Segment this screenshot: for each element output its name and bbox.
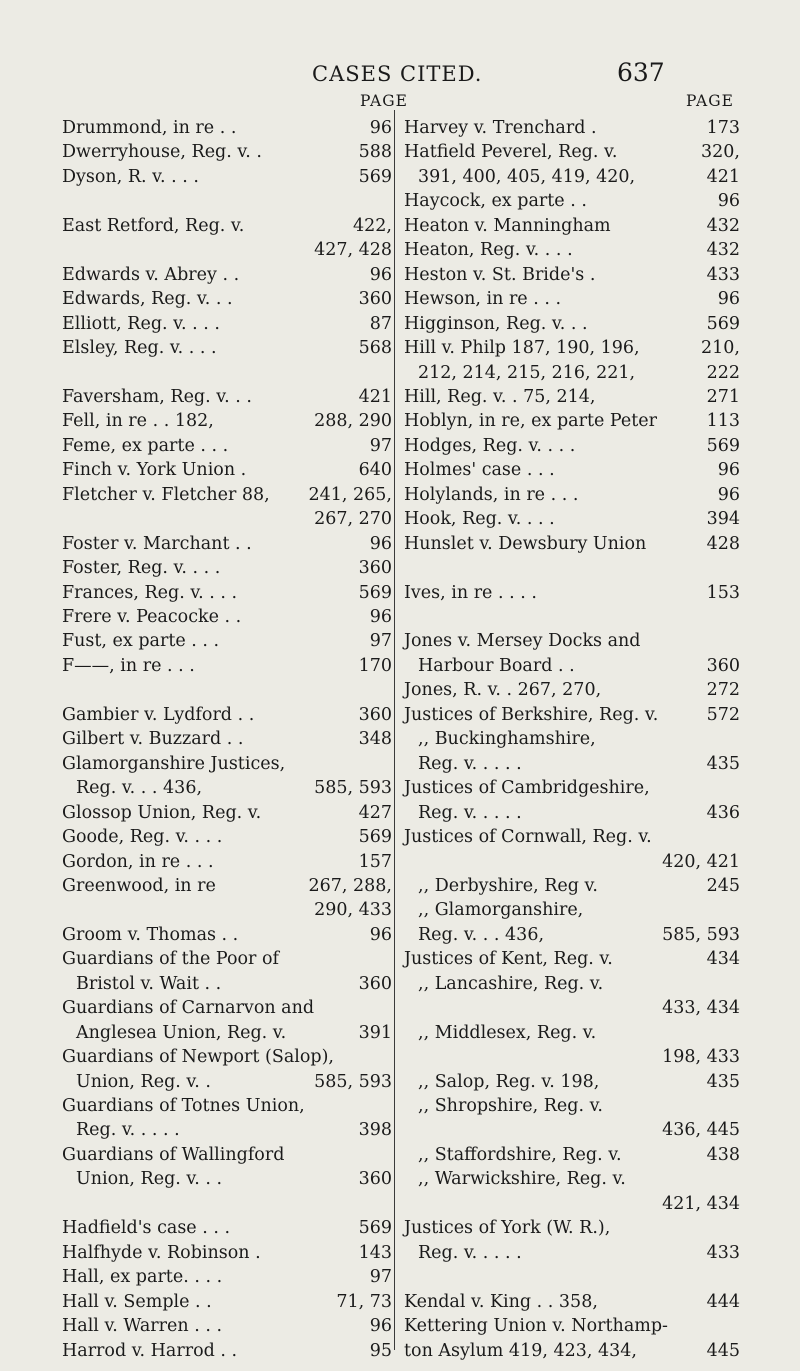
entry-text: Heaton, Reg. v. . . .	[404, 240, 573, 261]
index-entry	[404, 899, 740, 921]
page-number: 637	[617, 58, 665, 87]
index-entry	[62, 288, 392, 310]
index-entry	[404, 582, 740, 604]
index-entry	[404, 826, 740, 848]
entry-text: Frances, Reg. v. . . .	[62, 582, 238, 603]
entry-text: Finch v. York Union .	[62, 460, 247, 481]
index-entry	[62, 973, 392, 995]
entry-text: Hoblyn, in re, ex parte Peter	[404, 411, 657, 432]
index-entry	[404, 166, 740, 188]
entry-text: Hall, ex parte. . . .	[62, 1267, 223, 1288]
entry-page: 569	[706, 313, 740, 334]
entry-page: 394	[706, 509, 740, 530]
entry-text: Holylands, in re . . .	[404, 484, 579, 505]
index-entry	[404, 1071, 740, 1093]
entry-page: 290, 433	[314, 900, 392, 921]
index-entry	[62, 410, 392, 432]
entry-text: Haycock, ex parte . .	[404, 191, 587, 212]
entry-page: 271	[706, 386, 740, 407]
entry-text: Hatfield Peverel, Reg. v.	[404, 142, 618, 163]
index-entry	[62, 1071, 392, 1093]
index-entry	[404, 875, 740, 897]
entry-page: 96	[369, 533, 392, 554]
entry-page: 95	[369, 1340, 392, 1361]
index-entry	[404, 1095, 740, 1117]
entry-text: Guardians of Wallingford	[62, 1144, 285, 1165]
index-entry	[62, 362, 392, 384]
entry-text: Groom v. Thomas . .	[62, 924, 239, 945]
entry-text: Anglesea Union, Reg. v.	[76, 1022, 287, 1043]
index-entry	[404, 948, 740, 970]
entry-text: Dwerryhouse, Reg. v. .	[62, 142, 262, 163]
left-page-label: PAGE	[360, 92, 408, 110]
index-entry	[404, 728, 740, 750]
index-entry	[62, 997, 392, 1019]
entry-text: ,, Warwickshire, Reg. v.	[418, 1169, 626, 1190]
entry-page: 569	[358, 827, 392, 848]
index-entry	[62, 1046, 392, 1068]
entry-text: Bristol v. Wait . .	[76, 973, 222, 994]
index-entry	[404, 313, 740, 335]
entry-text: Justices of Cambridgeshire,	[404, 778, 650, 799]
entry-page: 436	[706, 802, 740, 823]
entry-page: 420, 421	[662, 851, 740, 872]
entry-text: ,, Middlesex, Reg. v.	[418, 1022, 597, 1043]
entry-page: 432	[706, 240, 740, 261]
index-entry	[404, 508, 740, 530]
entry-page: 96	[369, 118, 392, 138]
entry-text: Fletcher v. Fletcher 88,	[62, 484, 270, 505]
index-entry	[62, 1022, 392, 1044]
entry-text: Justices of Cornwall, Reg. v.	[404, 827, 652, 848]
index-entry	[62, 1193, 392, 1215]
index-entry	[62, 1119, 392, 1141]
index-entry	[404, 1144, 740, 1166]
entry-text: ,, Shropshire, Reg. v.	[418, 1096, 603, 1116]
index-entry	[404, 435, 740, 457]
index-entry	[62, 313, 392, 335]
entry-text: Hadfield's case . . .	[62, 1218, 231, 1239]
index-entry	[62, 875, 392, 897]
entry-page: 96	[717, 289, 740, 310]
entry-text: Drummond, in re . .	[62, 118, 237, 138]
entry-text: Union, Reg. v. . .	[76, 1169, 223, 1190]
index-entry	[62, 435, 392, 457]
entry-text: 212, 214, 215, 216, 221,	[418, 362, 636, 383]
index-entry	[404, 655, 740, 677]
index-entry	[62, 117, 392, 139]
entry-text: Heston v. St. Bride's .	[404, 264, 596, 285]
entry-text: Hill v. Philp 187, 190, 196,	[404, 338, 640, 359]
entry-text: Glamorganshire Justices,	[62, 753, 286, 774]
entry-text: Feme, ex parte . . .	[62, 435, 229, 456]
index-entry	[62, 1315, 392, 1337]
entry-text: Greenwood, in re	[62, 875, 216, 896]
entry-text: Fell, in re . . 182,	[62, 411, 214, 432]
entry-text: Hall v. Semple . .	[62, 1291, 212, 1312]
index-entry	[404, 1046, 740, 1068]
entry-page: 360	[358, 704, 392, 725]
entry-page: 360	[706, 655, 740, 676]
index-entry	[62, 1266, 392, 1288]
index-entry	[404, 1119, 740, 1141]
index-entry	[404, 239, 740, 261]
entry-text: Goode, Reg. v. . . .	[62, 827, 223, 848]
entry-text: Kettering Union v. Northamp-	[404, 1316, 668, 1337]
index-entry	[404, 924, 740, 946]
entry-page: 222	[706, 362, 740, 383]
index-entry	[62, 606, 392, 628]
entry-text: ,, Salop, Reg. v. 198,	[418, 1071, 600, 1092]
index-entry	[404, 386, 740, 408]
entry-page: 170	[358, 655, 392, 676]
index-entry	[404, 1168, 740, 1190]
index-entry	[62, 1095, 392, 1117]
entry-page: 433, 434	[662, 998, 740, 1019]
index-entry	[62, 337, 392, 359]
entry-page: 569	[358, 1218, 392, 1239]
index-entry	[62, 484, 392, 506]
index-entry	[404, 606, 740, 628]
entry-page: 360	[358, 558, 392, 579]
entry-text: Harvey v. Trenchard .	[404, 118, 597, 138]
index-entry	[62, 1144, 392, 1166]
index-entry	[404, 997, 740, 1019]
index-entry	[62, 753, 392, 775]
index-entry	[404, 288, 740, 310]
index-entry	[404, 777, 740, 799]
entry-page: 96	[369, 264, 392, 285]
index-entry	[62, 704, 392, 726]
entry-page: 435	[706, 753, 740, 774]
index-entry	[62, 655, 392, 677]
entry-text: Justices of York (W. R.),	[404, 1218, 611, 1239]
entry-text: Elsley, Reg. v. . . .	[62, 338, 217, 359]
entry-text: Hall v. Warren . . .	[62, 1316, 223, 1337]
index-entry	[62, 533, 392, 555]
index-entry	[62, 728, 392, 750]
index-entry	[404, 630, 740, 652]
entry-text: Elliott, Reg. v. . . .	[62, 313, 220, 334]
index-entry	[404, 1242, 740, 1264]
entry-text: ton Asylum 419, 423, 434,	[404, 1340, 637, 1361]
index-entry	[404, 704, 740, 726]
entry-text: Gordon, in re . . .	[62, 851, 214, 872]
entry-page: 568	[358, 338, 392, 359]
entry-page: 288, 290	[314, 411, 392, 432]
index-entry	[404, 1315, 740, 1337]
entry-text: Ives, in re . . . .	[404, 582, 537, 603]
entry-text: Hewson, in re . . .	[404, 289, 562, 310]
entry-page: 569	[706, 435, 740, 456]
index-entry	[62, 899, 392, 921]
index-entry	[404, 117, 740, 139]
right-page-label: PAGE	[686, 92, 734, 110]
entry-text: Faversham, Reg. v. . .	[62, 386, 252, 407]
index-entry	[404, 753, 740, 775]
index-entry	[404, 533, 740, 555]
entry-page: 438	[706, 1144, 740, 1165]
index-entry	[62, 1340, 392, 1362]
entry-page: 585, 593	[662, 924, 740, 945]
entry-page: 422,	[353, 215, 392, 236]
entry-page: 585, 593	[314, 778, 392, 799]
entry-text: Higginson, Reg. v. . .	[404, 313, 588, 334]
index-entry	[404, 264, 740, 286]
index-entry	[404, 679, 740, 701]
entry-text: Guardians of Carnarvon and	[62, 998, 315, 1019]
index-entry	[404, 1340, 740, 1362]
entry-page: 360	[358, 1169, 392, 1190]
entry-text: Holmes' case . . .	[404, 460, 555, 481]
index-entry	[404, 190, 740, 212]
entry-page: 421	[358, 386, 392, 407]
index-entry	[62, 851, 392, 873]
entry-page: 433	[706, 1242, 740, 1263]
entry-text: ,, Derbyshire, Reg v.	[418, 875, 598, 896]
entry-page: 585, 593	[314, 1071, 392, 1092]
entry-page: 97	[369, 435, 392, 456]
index-entry	[404, 1291, 740, 1313]
entry-text: Jones v. Mersey Docks and	[404, 631, 641, 652]
entry-page: 96	[369, 607, 392, 627]
entry-text: Foster v. Marchant . .	[62, 533, 252, 554]
entry-text: Justices of Berkshire, Reg. v.	[404, 704, 659, 725]
entry-page: 444	[706, 1291, 740, 1312]
entry-text: Harrod v. Harrod . .	[62, 1340, 238, 1361]
entry-text: Edwards v. Abrey . .	[62, 264, 240, 285]
entry-text: Reg. v. . . . .	[418, 1242, 522, 1263]
entry-page: 421	[706, 166, 740, 187]
entry-text: Dyson, R. v. . . .	[62, 166, 199, 187]
index-entry	[404, 410, 740, 432]
entry-page: 428	[706, 533, 740, 554]
index-entry	[62, 264, 392, 286]
index-entry	[62, 679, 392, 701]
index-entry	[62, 1168, 392, 1190]
entry-page: 210,	[701, 338, 740, 359]
entry-page: 97	[369, 631, 392, 652]
index-entry	[62, 386, 392, 408]
index-entry	[404, 459, 740, 481]
entry-page: 391	[358, 1022, 392, 1043]
index-entry	[62, 166, 392, 188]
index-entry	[62, 826, 392, 848]
entry-page: 434	[706, 949, 740, 970]
index-entry	[62, 582, 392, 604]
index-entry	[404, 215, 740, 237]
entry-page: 96	[717, 191, 740, 212]
entry-text: 391, 400, 405, 419, 420,	[418, 166, 636, 187]
entry-page: 348	[358, 729, 392, 750]
entry-page: 96	[369, 1316, 392, 1337]
entry-page: 241, 265,	[308, 484, 392, 505]
entry-page: 153	[706, 582, 740, 603]
entry-page: 96	[717, 484, 740, 505]
entry-text: Frere v. Peacocke . .	[62, 607, 242, 627]
index-entry	[62, 630, 392, 652]
entry-page: 569	[358, 582, 392, 603]
entry-page: 436, 445	[662, 1120, 740, 1141]
entry-text: Hunslet v. Dewsbury Union	[404, 533, 647, 554]
index-entry	[62, 802, 392, 824]
entry-page: 445	[706, 1340, 740, 1361]
entry-text: Jones, R. v. . 267, 270,	[404, 680, 602, 701]
index-entry	[62, 508, 392, 530]
entry-text: Guardians of Totnes Union,	[62, 1096, 305, 1116]
entry-page: 435	[706, 1071, 740, 1092]
entry-text: Harbour Board . .	[418, 655, 575, 676]
entry-page: 569	[358, 166, 392, 187]
entry-page: 360	[358, 973, 392, 994]
entry-text: Kendal v. King . . 358,	[404, 1291, 598, 1312]
index-entry	[404, 362, 740, 384]
index-entry	[404, 141, 740, 163]
index-entry	[404, 802, 740, 824]
index-entry	[404, 337, 740, 359]
entry-page: 113	[706, 411, 740, 432]
entry-page: 427	[358, 802, 392, 823]
index-entry	[62, 777, 392, 799]
running-title: CASES CITED.	[312, 62, 483, 86]
entry-text: ,, Lancashire, Reg. v.	[418, 973, 604, 994]
entry-page: 421, 434	[662, 1193, 740, 1214]
index-entry	[62, 1217, 392, 1239]
entry-text: ,, Buckinghamshire,	[418, 729, 596, 750]
entry-page: 157	[358, 851, 392, 872]
entry-text: ,, Staffordshire, Reg. v.	[418, 1144, 622, 1165]
entry-text: Edwards, Reg. v. . .	[62, 289, 233, 310]
entry-page: 71, 73	[336, 1291, 392, 1312]
index-entry	[404, 851, 740, 873]
entry-text: F——, in re . . .	[62, 655, 195, 676]
entry-page: 173	[706, 118, 740, 138]
entry-text: ,, Glamorganshire,	[418, 900, 584, 921]
index-entry	[404, 1266, 740, 1288]
entry-page: 427, 428	[314, 240, 392, 261]
entry-page: 198, 433	[662, 1047, 740, 1068]
entry-text: Hill, Reg. v. . 75, 214,	[404, 386, 596, 407]
index-entry	[404, 484, 740, 506]
index-entry	[404, 1217, 740, 1239]
index-entry	[404, 1193, 740, 1215]
index-entry	[62, 459, 392, 481]
entry-page: 267, 270	[314, 509, 392, 530]
entry-page: 267, 288,	[308, 875, 392, 896]
entry-page: 245	[706, 875, 740, 896]
entry-text: Justices of Kent, Reg. v.	[404, 949, 613, 970]
entry-text: Guardians of Newport (Salop),	[62, 1047, 334, 1068]
index-entry	[62, 1242, 392, 1264]
entry-text: Hodges, Reg. v. . . .	[404, 435, 576, 456]
entry-page: 360	[358, 289, 392, 310]
entry-page: 433	[706, 264, 740, 285]
entry-text: Reg. v. . . 436,	[76, 778, 203, 799]
index-entry	[62, 215, 392, 237]
entry-page: 97	[369, 1267, 392, 1288]
entry-text: Reg. v. . . . .	[418, 753, 522, 774]
entry-text: Reg. v. . . 436,	[418, 924, 545, 945]
index-entry	[62, 924, 392, 946]
index-entry	[62, 141, 392, 163]
index-entry	[62, 190, 392, 212]
entry-page: 640	[358, 460, 392, 481]
entry-text: Foster, Reg. v. . . .	[62, 558, 221, 579]
entry-text: Reg. v. . . . .	[76, 1120, 180, 1141]
entry-text: Glossop Union, Reg. v.	[62, 802, 262, 823]
index-entry	[62, 948, 392, 970]
entry-page: 96	[717, 460, 740, 481]
entry-page: 432	[706, 215, 740, 236]
column-divider	[394, 110, 395, 1350]
index-entry	[404, 973, 740, 995]
index-entry	[404, 1022, 740, 1044]
entry-text: Gambier v. Lydford . .	[62, 704, 255, 725]
entry-page: 588	[358, 142, 392, 163]
entry-text: Heaton v. Manningham	[404, 215, 611, 236]
entry-page: 87	[369, 313, 392, 334]
entry-text: Fust, ex parte . . .	[62, 631, 220, 652]
entry-page: 572	[706, 704, 740, 725]
entry-page: 398	[358, 1120, 392, 1141]
entry-text: Reg. v. . . . .	[418, 802, 522, 823]
index-entry	[404, 557, 740, 579]
index-entry	[62, 1291, 392, 1313]
entry-text: Guardians of the Poor of	[62, 949, 279, 970]
entry-text: Union, Reg. v. .	[76, 1071, 211, 1092]
entry-text: Hook, Reg. v. . . .	[404, 509, 555, 530]
entry-page: 143	[358, 1242, 392, 1263]
index-entry	[62, 557, 392, 579]
entry-page: 320,	[701, 142, 740, 163]
index-entry	[62, 239, 392, 261]
entry-text: Gilbert v. Buzzard . .	[62, 729, 244, 750]
entry-page: 272	[706, 680, 740, 701]
entry-text: Halfhyde v. Robinson .	[62, 1242, 261, 1263]
entry-page: 96	[369, 924, 392, 945]
entry-text: East Retford, Reg. v.	[62, 215, 245, 236]
